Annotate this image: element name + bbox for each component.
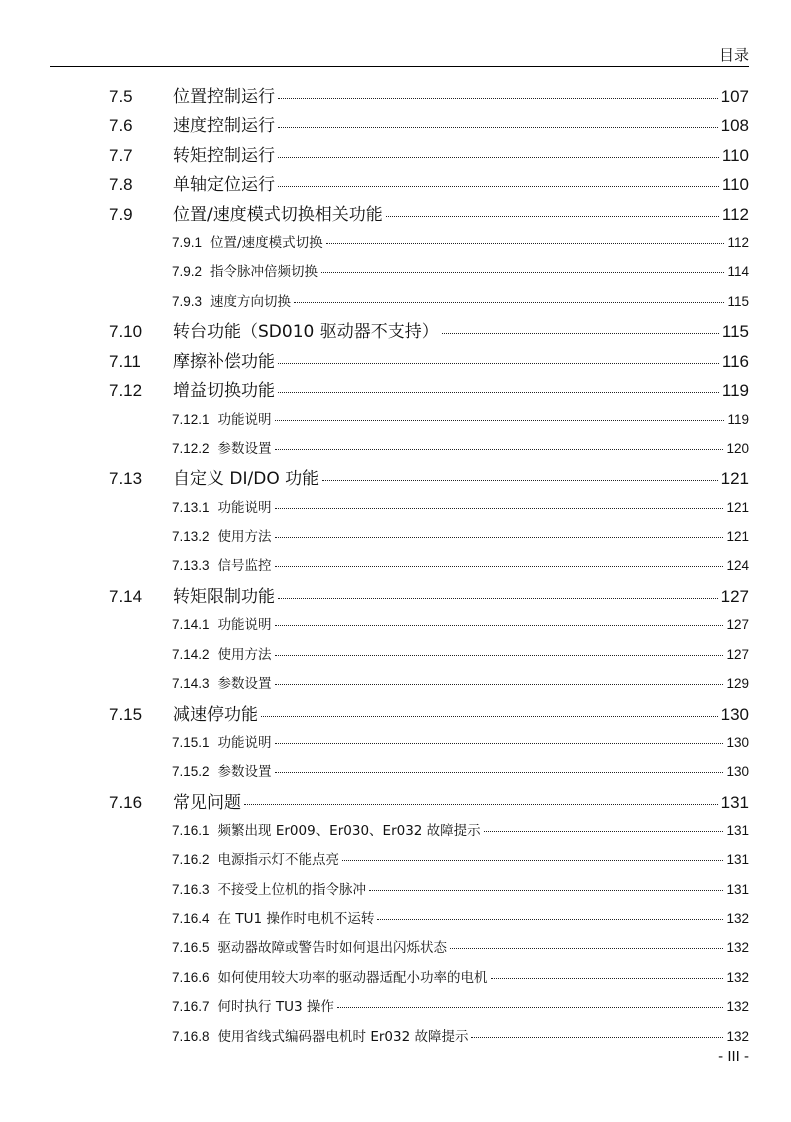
toc-entry-page: 108: [720, 116, 749, 135]
toc-dot-leader: [278, 392, 719, 393]
toc-entry-title: 转矩限制功能: [173, 587, 275, 607]
toc-entry-title: 信号监控: [217, 558, 272, 574]
toc-entry-page: 115: [721, 322, 749, 341]
toc-dot-leader: [275, 566, 724, 567]
toc-entry-page: 120: [726, 441, 749, 456]
toc-dot-leader: [275, 684, 724, 685]
toc-entry-number: 7.13.3: [172, 558, 210, 573]
toc-subsection-entry[interactable]: [0, 1025, 791, 1045]
toc-entry-title: 自定义 DI/DO 功能: [173, 469, 320, 489]
toc-section-entry[interactable]: [0, 376, 791, 400]
toc-entry-number: 7.9.3: [172, 294, 203, 309]
toc-entry-title: 功能说明: [217, 412, 272, 428]
toc-section-entry[interactable]: [0, 582, 791, 606]
toc-entry-page: 110: [721, 175, 749, 194]
toc-entry-title: 增益切换功能: [173, 381, 275, 401]
toc-entry-number: 7.6: [109, 116, 133, 135]
toc-dot-leader: [326, 243, 725, 244]
toc-dot-leader: [278, 98, 718, 99]
toc-subsection-entry[interactable]: [0, 643, 791, 663]
toc-section-entry[interactable]: [0, 82, 791, 106]
toc-subsection-entry[interactable]: [0, 936, 791, 956]
toc-entry-number: 7.16.7: [172, 999, 210, 1014]
toc-entry-number: 7.7: [109, 146, 133, 165]
toc-entry-title: 使用方法: [217, 647, 272, 663]
toc-entry-page: 127: [726, 617, 749, 632]
toc-entry-title: 功能说明: [217, 617, 272, 633]
toc-entry-page: 115: [727, 294, 749, 309]
toc-dot-leader: [471, 1037, 723, 1038]
toc-entry-title: 使用方法: [217, 529, 272, 545]
toc-subsection-entry[interactable]: [0, 408, 791, 428]
toc-entry-page: 130: [720, 705, 749, 724]
toc-dot-leader: [321, 272, 724, 273]
toc-entry-number: 7.13.1: [172, 500, 210, 515]
toc-section-entry[interactable]: [0, 111, 791, 135]
toc-entry-title: 转台功能（SD010 驱动器不支持）: [173, 322, 439, 342]
toc-entry-number: 7.16: [109, 793, 143, 812]
page-header-title: 目录: [718, 46, 749, 64]
toc-entry-page: 127: [720, 587, 749, 606]
toc-subsection-entry[interactable]: [0, 525, 791, 545]
toc-subsection-entry[interactable]: [0, 290, 791, 310]
toc-entry-number: 7.8: [109, 175, 133, 194]
toc-entry-page: 131: [726, 852, 749, 867]
toc-section-entry[interactable]: [0, 788, 791, 812]
toc-entry-number: 7.16.4: [172, 911, 210, 926]
toc-entry-title: 不接受上位机的指令脉冲: [217, 882, 367, 898]
toc-entry-number: 7.15.1: [172, 735, 210, 750]
toc-entry-title: 摩擦补偿功能: [173, 352, 275, 372]
toc-entry-number: 7.10: [109, 322, 143, 341]
toc-entry-page: 119: [727, 412, 749, 427]
toc-subsection-entry[interactable]: [0, 760, 791, 780]
toc-entry-title: 常见问题: [173, 793, 241, 813]
toc-dot-leader: [294, 302, 724, 303]
toc-entry-page: 130: [726, 735, 749, 750]
toc-entry-number: 7.14: [109, 587, 143, 606]
toc-subsection-entry[interactable]: [0, 260, 791, 280]
toc-entry-page: 131: [720, 793, 749, 812]
toc-subsection-entry[interactable]: [0, 878, 791, 898]
toc-subsection-entry[interactable]: [0, 554, 791, 574]
toc-section-entry[interactable]: [0, 317, 791, 341]
toc-dot-leader: [491, 978, 724, 979]
toc-dot-leader: [484, 831, 724, 832]
toc-subsection-entry[interactable]: [0, 672, 791, 692]
toc-entry-title: 驱动器故障或警告时如何退出闪烁状态: [217, 940, 448, 956]
toc-dot-leader: [278, 127, 718, 128]
toc-dot-leader: [322, 480, 718, 481]
toc-entry-page: 132: [726, 911, 749, 926]
toc-entry-title: 何时执行 TU3 操作: [217, 999, 334, 1015]
toc-entry-page: 132: [726, 999, 749, 1014]
toc-dot-leader: [369, 890, 723, 891]
toc-entry-number: 7.15: [109, 705, 143, 724]
toc-entry-number: 7.13.2: [172, 529, 210, 544]
toc-subsection-entry[interactable]: [0, 995, 791, 1015]
toc-entry-title: 速度方向切换: [210, 294, 292, 310]
toc-subsection-entry[interactable]: [0, 848, 791, 868]
toc-entry-number: 7.9.1: [172, 235, 203, 250]
toc-entry-title: 单轴定位运行: [173, 175, 275, 195]
toc-section-entry[interactable]: [0, 141, 791, 165]
toc-entry-page: 127: [726, 647, 749, 662]
toc-entry-number: 7.16.1: [172, 823, 210, 838]
toc-entry-number: 7.12.2: [172, 441, 210, 456]
toc-entry-title: 频繁出现 Er009、Er030、Er032 故障提示: [217, 823, 481, 839]
toc-entry-page: 116: [721, 352, 749, 371]
toc-entry-page: 121: [726, 500, 749, 515]
toc-entry-page: 112: [727, 235, 749, 250]
toc-entry-page: 131: [726, 823, 749, 838]
toc-dot-leader: [342, 860, 723, 861]
toc-entry-number: 7.16.2: [172, 852, 210, 867]
toc-entry-page: 107: [720, 87, 749, 106]
toc-entry-title: 功能说明: [217, 500, 272, 516]
toc-dot-leader: [275, 420, 725, 421]
toc-dot-leader: [275, 625, 724, 626]
toc-entry-page: 132: [726, 1029, 749, 1044]
toc-dot-leader: [275, 537, 724, 538]
toc-entry-title: 指令脉冲倍频切换: [210, 264, 319, 280]
toc-entry-title: 参数设置: [217, 764, 272, 780]
toc-entry-page: 121: [720, 469, 749, 488]
toc-entry-title: 参数设置: [217, 441, 272, 457]
toc-entry-page: 130: [726, 764, 749, 779]
toc-section-entry[interactable]: [0, 700, 791, 724]
toc-entry-page: 119: [721, 381, 749, 400]
toc-entry-page: 121: [726, 529, 749, 544]
toc-dot-leader: [275, 743, 724, 744]
toc-section-entry[interactable]: [0, 347, 791, 371]
toc-dot-leader: [278, 186, 719, 187]
toc-entry-page: 132: [726, 970, 749, 985]
toc-entry-number: 7.15.2: [172, 764, 210, 779]
toc-entry-number: 7.11: [109, 352, 141, 371]
toc-subsection-entry[interactable]: [0, 496, 791, 516]
toc-dot-leader: [275, 449, 724, 450]
toc-entry-title: 在 TU1 操作时电机不运转: [217, 911, 375, 927]
toc-entry-number: 7.9.2: [172, 264, 203, 279]
toc-subsection-entry[interactable]: [0, 231, 791, 251]
toc-entry-page: 129: [726, 676, 749, 691]
toc-section-entry[interactable]: [0, 170, 791, 194]
toc-entry-number: 7.12: [109, 381, 143, 400]
toc-entry-number: 7.16.6: [172, 970, 210, 985]
toc-dot-leader: [377, 919, 723, 920]
toc-subsection-entry[interactable]: [0, 731, 791, 751]
toc-entry-number: 7.16.3: [172, 882, 210, 897]
toc-entry-number: 7.12.1: [172, 412, 210, 427]
toc-dot-leader: [278, 598, 718, 599]
toc-dot-leader: [278, 363, 719, 364]
toc-entry-title: 速度控制运行: [173, 116, 275, 136]
toc-dot-leader: [275, 655, 724, 656]
toc-entry-title: 功能说明: [217, 735, 272, 751]
toc-entry-title: 位置/速度模式切换: [210, 235, 323, 251]
toc-entry-title: 如何使用较大功率的驱动器适配小功率的电机: [217, 970, 488, 986]
page-number: - III -: [718, 1048, 749, 1065]
toc-entry-title: 转矩控制运行: [173, 146, 275, 166]
toc-dot-leader: [275, 772, 724, 773]
toc-entry-title: 参数设置: [217, 676, 272, 692]
toc-entry-number: 7.13: [109, 469, 143, 488]
toc-entry-number: 7.5: [109, 87, 133, 106]
toc-section-entry[interactable]: [0, 464, 791, 488]
toc-entry-title: 电源指示灯不能点亮: [217, 852, 340, 868]
toc-dot-leader: [261, 716, 718, 717]
toc-dot-leader: [275, 508, 724, 509]
toc-dot-leader: [278, 157, 719, 158]
toc-entry-number: 7.14.1: [172, 617, 210, 632]
toc-entry-number: 7.14.3: [172, 676, 210, 691]
toc-entry-page: 124: [726, 558, 749, 573]
toc-entry-number: 7.16.8: [172, 1029, 210, 1044]
toc-entry-title: 位置/速度模式切换相关功能: [173, 205, 383, 225]
toc-subsection-entry[interactable]: [0, 437, 791, 457]
toc-dot-leader: [337, 1007, 724, 1008]
toc-entry-page: 132: [726, 940, 749, 955]
toc-entry-page: 114: [727, 264, 749, 279]
toc-dot-leader: [442, 333, 719, 334]
toc-dot-leader: [450, 948, 723, 949]
toc-dot-leader: [244, 804, 718, 805]
toc-entry-title: 位置控制运行: [173, 87, 275, 107]
toc-entry-title: 使用省线式编码器电机时 Er032 故障提示: [217, 1029, 469, 1045]
toc-subsection-entry[interactable]: [0, 907, 791, 927]
toc-entry-number: 7.14.2: [172, 647, 210, 662]
toc-dot-leader: [386, 216, 719, 217]
toc-entry-title: 减速停功能: [173, 705, 258, 725]
toc-entry-number: 7.9: [109, 205, 133, 224]
toc-entry-number: 7.16.5: [172, 940, 210, 955]
toc-entry-page: 110: [721, 146, 749, 165]
toc-subsection-entry[interactable]: [0, 966, 791, 986]
toc-section-entry[interactable]: [0, 200, 791, 224]
toc-entry-page: 131: [726, 882, 749, 897]
toc-subsection-entry[interactable]: [0, 819, 791, 839]
toc-entry-page: 112: [721, 205, 749, 224]
toc-subsection-entry[interactable]: [0, 613, 791, 633]
